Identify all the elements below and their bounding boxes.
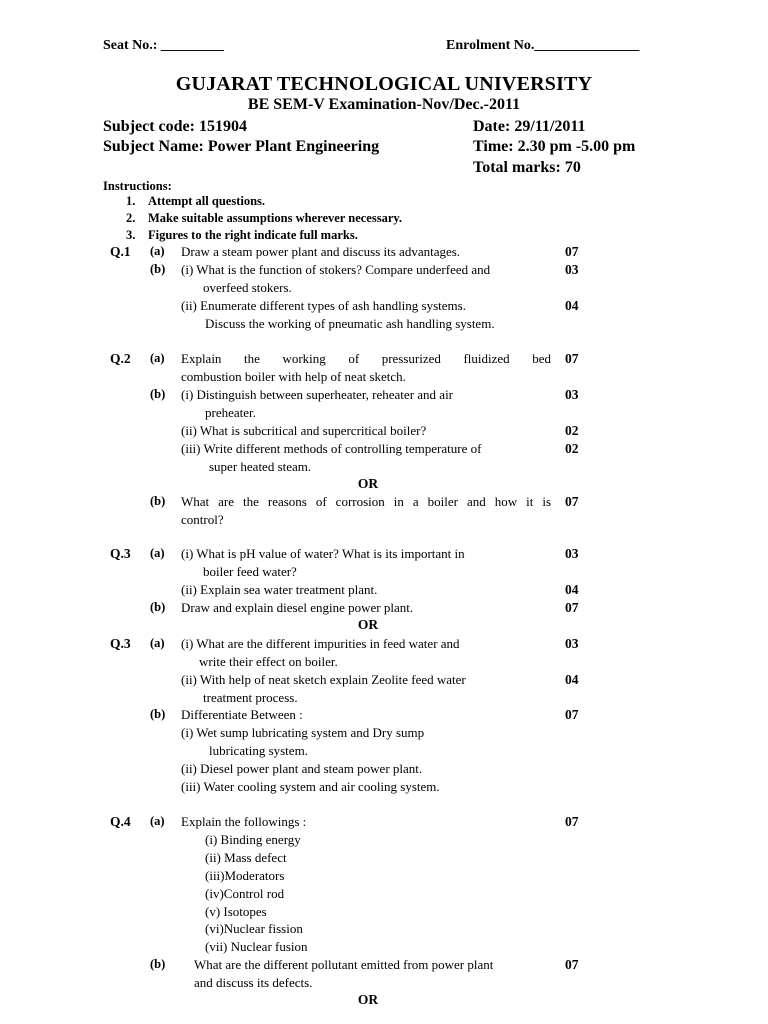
or-separator: OR bbox=[357, 992, 379, 1007]
marks-value: 04 bbox=[565, 672, 579, 687]
marks-value: 07 bbox=[565, 494, 579, 509]
instruction-item: Make suitable assumptions wherever necessary. bbox=[148, 211, 403, 225]
or-separator: OR bbox=[357, 617, 379, 632]
question-text: What are the reasons of corrosion in a boiler and how it is bbox=[181, 494, 551, 509]
question-number: Q.4 bbox=[110, 814, 131, 829]
question-text: (i) What is pH value of water? What is its important in bbox=[181, 546, 465, 561]
exam-title: BE SEM-V Examination-Nov/Dec.-2011 bbox=[247, 96, 521, 113]
question-text: (i) Wet sump lubricating system and Dry sump bbox=[181, 725, 425, 740]
question-text: (i) What are the different impurities in feed water and bbox=[181, 636, 460, 651]
question-text: (ii) Mass defect bbox=[205, 850, 287, 865]
question-text: (ii) Diesel power plant and steam power plant. bbox=[181, 761, 423, 776]
question-part-label: (a) bbox=[150, 244, 165, 258]
question-part-label: (b) bbox=[150, 387, 166, 401]
university-title: GUJARAT TECHNOLOGICAL UNIVERSITY bbox=[175, 73, 593, 95]
question-text: (iii)Moderators bbox=[205, 868, 285, 883]
question-text: (vi)Nuclear fission bbox=[205, 921, 303, 936]
exam-date: Date: 29/11/2011 bbox=[473, 118, 586, 135]
marks-value: 07 bbox=[565, 707, 579, 722]
question-number: Q.2 bbox=[110, 351, 131, 366]
enrolment-no-field: Enrolment No._______________ bbox=[446, 38, 640, 53]
question-text: (iii) Water cooling system and air cooling system. bbox=[181, 779, 440, 794]
question-text: boiler feed water? bbox=[203, 564, 297, 579]
question-number: Q.1 bbox=[110, 244, 131, 259]
instruction-number: 2. bbox=[126, 211, 136, 225]
marks-value: 07 bbox=[565, 600, 579, 615]
marks-value: 02 bbox=[565, 441, 579, 456]
question-part-label: (b) bbox=[150, 957, 166, 971]
marks-value: 07 bbox=[565, 244, 579, 259]
question-text: (ii) With help of neat sketch explain Zeolite feed water bbox=[181, 672, 466, 687]
marks-value: 03 bbox=[565, 636, 579, 651]
exam-time: Time: 2.30 pm -5.00 pm bbox=[473, 138, 636, 155]
seat-no-field: Seat No.: _________ bbox=[103, 38, 224, 53]
question-text: control? bbox=[181, 512, 224, 527]
question-text: (ii) Enumerate different types of ash handling systems. bbox=[181, 298, 466, 313]
instruction-number: 3. bbox=[126, 228, 136, 242]
question-text: Draw and explain diesel engine power plant. bbox=[181, 600, 414, 615]
question-text: Differentiate Between : bbox=[181, 707, 303, 722]
question-text: (i) Distinguish between superheater, reheater and air bbox=[181, 387, 454, 402]
question-part-label: (b) bbox=[150, 262, 166, 276]
question-text: combustion boiler with help of neat sketch. bbox=[181, 369, 406, 384]
subject-name: Subject Name: Power Plant Engineering bbox=[103, 138, 380, 155]
marks-value: 03 bbox=[565, 546, 579, 561]
question-text: and discuss its defects. bbox=[194, 975, 313, 990]
question-part-label: (a) bbox=[150, 636, 165, 650]
question-text: (ii) Explain sea water treatment plant. bbox=[181, 582, 378, 597]
question-part-label: (a) bbox=[150, 814, 165, 828]
question-text: super heated steam. bbox=[209, 459, 312, 474]
question-number: Q.3 bbox=[110, 546, 131, 561]
question-part-label: (b) bbox=[150, 707, 166, 721]
marks-value: 03 bbox=[565, 262, 579, 277]
question-text: (ii) What is subcritical and supercritical boiler? bbox=[181, 423, 427, 438]
instruction-item: Attempt all questions. bbox=[148, 194, 266, 208]
marks-value: 07 bbox=[565, 351, 579, 366]
marks-value: 03 bbox=[565, 387, 579, 402]
marks-value: 04 bbox=[565, 582, 579, 597]
question-text: (v) Isotopes bbox=[205, 904, 267, 919]
question-part-label: (a) bbox=[150, 351, 165, 365]
subject-code: Subject code: 151904 bbox=[103, 118, 247, 135]
question-text: overfeed stokers. bbox=[203, 280, 292, 295]
question-part-label: (b) bbox=[150, 494, 166, 508]
question-text: Discuss the working of pneumatic ash handling system. bbox=[205, 316, 495, 331]
question-text: (iii) Write different methods of controlling temperature of bbox=[181, 441, 482, 456]
instruction-item: Figures to the right indicate full marks. bbox=[148, 228, 358, 242]
question-text: preheater. bbox=[205, 405, 256, 420]
question-text: What are the different pollutant emitted from power plant bbox=[194, 957, 494, 972]
question-part-label: (b) bbox=[150, 600, 166, 614]
total-marks: Total marks: 70 bbox=[473, 159, 581, 176]
marks-value: 02 bbox=[565, 423, 579, 438]
question-text: treatment process. bbox=[203, 690, 298, 705]
instruction-number: 1. bbox=[126, 194, 136, 208]
or-separator: OR bbox=[357, 476, 379, 491]
instructions-heading: Instructions: bbox=[103, 179, 172, 193]
question-text: Explain the followings : bbox=[181, 814, 307, 829]
question-part-label: (a) bbox=[150, 546, 165, 560]
marks-value: 07 bbox=[565, 957, 579, 972]
question-text: lubricating system. bbox=[209, 743, 308, 758]
question-text: (i) What is the function of stokers? Compare underfeed and bbox=[181, 262, 491, 277]
question-text: Draw a steam power plant and discuss its advantages. bbox=[181, 244, 461, 259]
question-text: (i) Binding energy bbox=[205, 832, 301, 847]
marks-value: 04 bbox=[565, 298, 579, 313]
question-text: write their effect on boiler. bbox=[199, 654, 338, 669]
marks-value: 07 bbox=[565, 814, 579, 829]
question-text: (iv)Control rod bbox=[205, 886, 285, 901]
question-number: Q.3 bbox=[110, 636, 131, 651]
question-text: (vii) Nuclear fusion bbox=[205, 939, 308, 954]
question-text: Explain the working of pressurized fluidized bed bbox=[181, 351, 551, 366]
